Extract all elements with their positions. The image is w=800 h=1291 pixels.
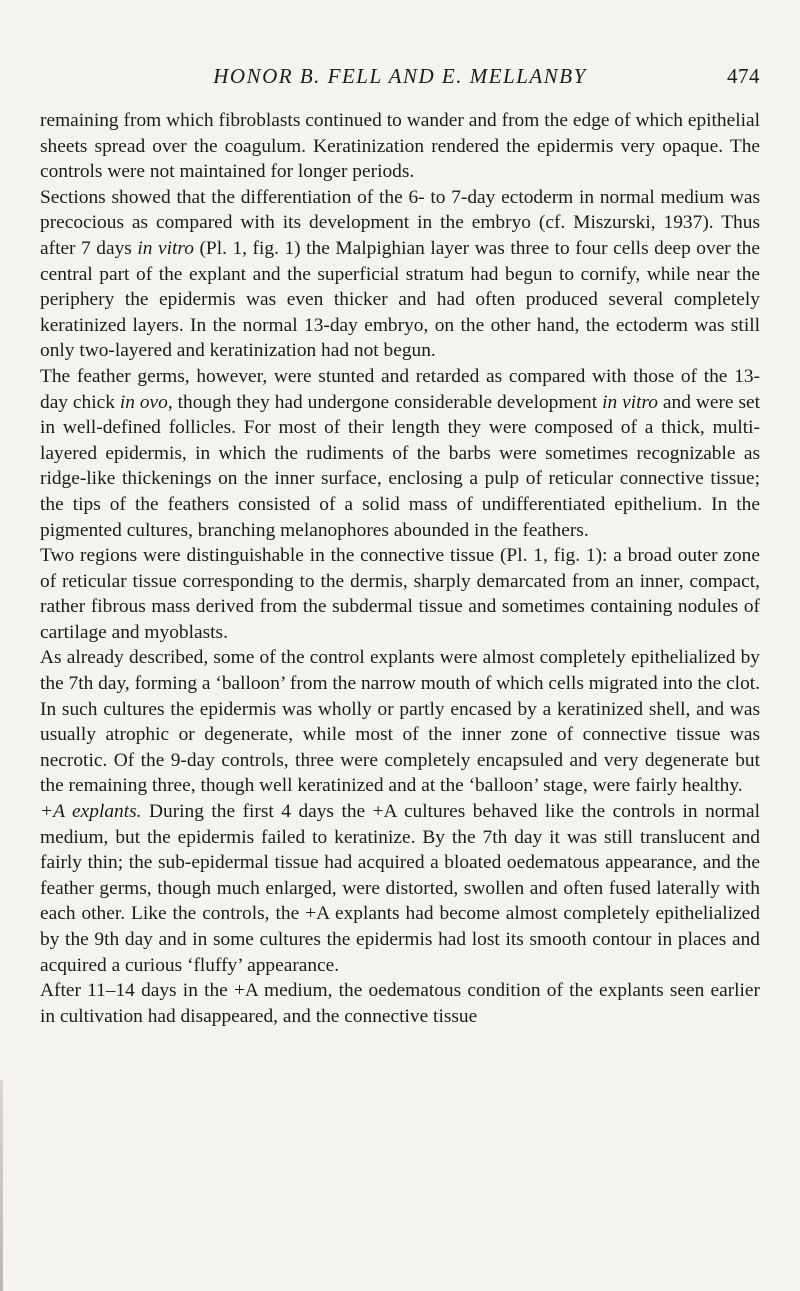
text-run: During the first 4 days the +A cultures behaved like the controls in normal medium, but the epidermis failed to keratinize. By the 7th day it was still translucent and fairly thin; the sub-epidermal tissue had acquired a bloated oedematous appearance, and the feather germs, though much enlarged, were distorted, swollen and often fused laterally with each other. Like the controls, the +A explants had become almost completely epithelialized by the 9th day and in some cultures the epidermis had lost its smooth contour in places and acquired a curious ‘fluffy’ appearance.: [40, 801, 760, 976]
text-run: Two regions were distinguishable in the connective tissue (Pl. 1, fig. 1): a broad outer zone of reticular tissue corresponding to the dermis, sharply demarcated from an inner, compact, rather fibrous mass derived from the subdermal tissue and sometimes containing nodules of cartilage and myoblasts.: [40, 545, 760, 643]
paragraph: [40, 108, 760, 185]
italic-text: +A explants.: [40, 801, 142, 823]
body-text: [40, 108, 760, 1029]
italic-text: in vitro: [602, 391, 658, 413]
paragraph: [40, 645, 760, 799]
italic-text: in vitro: [137, 237, 194, 259]
running-header: [40, 64, 760, 94]
paragraph: [40, 978, 760, 1029]
page-edge-shadow: [0, 1080, 3, 1291]
page-number: 474: [727, 64, 760, 88]
text-run: The feather germs, however, were stunted and retarded as compared with those of the 13-day chick: [40, 365, 760, 413]
paragraph: [40, 185, 760, 364]
paragraph: [40, 799, 760, 978]
text-run: remaining from which fibroblasts continued to wander and from the edge of which epithelial sheets spread over the coagulum. Keratinization rendered the epidermis very opaque. The controls were not maintained for longer periods.: [40, 110, 760, 183]
text-run: (Pl. 1, fig. 1) the Malpighian layer was three to four cells deep over the central part of the explant and the superficial stratum had begun to cornify, while near the periphery the epidermis was even thicker and had often produced several completely keratinized layers. In the normal 13-day embryo, on the other hand, the ectoderm was still only two-layered and keratinization had not begun.: [40, 237, 760, 362]
italic-text: in ovo: [119, 391, 168, 413]
header-title: HONOR B. FELL AND E. MELLANBY: [213, 64, 587, 88]
text-run: and were set in well-defined follicles. For most of their length they were composed of a thick, multi-layered epidermis, in which the rudiments of the barbs were sometimes recognizable as ridge-like thickenings on the inner surface, enclosing a pulp of reticular connective tissue; the tips of the feathers consisted of a solid mass of undifferentiated epithelium. In the pigmented cultures, branching melanophores abounded in the feathers.: [40, 391, 760, 541]
paragraph: [40, 364, 760, 543]
text-run: , though they had undergone considerable development: [167, 391, 603, 413]
text-run: After 11–14 days in the +A medium, the oedematous condition of the explants seen earlier in cultivation had disappeared, and the connective tissue: [40, 980, 760, 1027]
text-run: As already described, some of the control explants were almost completely epithelialized by the 7th day, forming a ‘balloon’ from the narrow mouth of which cells migrated into the clot. In such cultures the epidermis was wholly or partly encased by a keratinized shell, and was usually atrophic or degenerate, while most of the inner zone of connective tissue was necrotic. Of the 9-day controls, three were completely encapsuled and very degenerate but the remaining three, though well keratinized and at the ‘balloon’ stage, were fairly healthy.: [40, 647, 760, 797]
text-run: Sections showed that the differentiation of the 6- to 7-day ectoderm in normal medium was precocious as compared with its development in the embryo (cf. Miszurski, 1937). Thus after 7 days: [40, 186, 760, 259]
paragraph: [40, 543, 760, 645]
